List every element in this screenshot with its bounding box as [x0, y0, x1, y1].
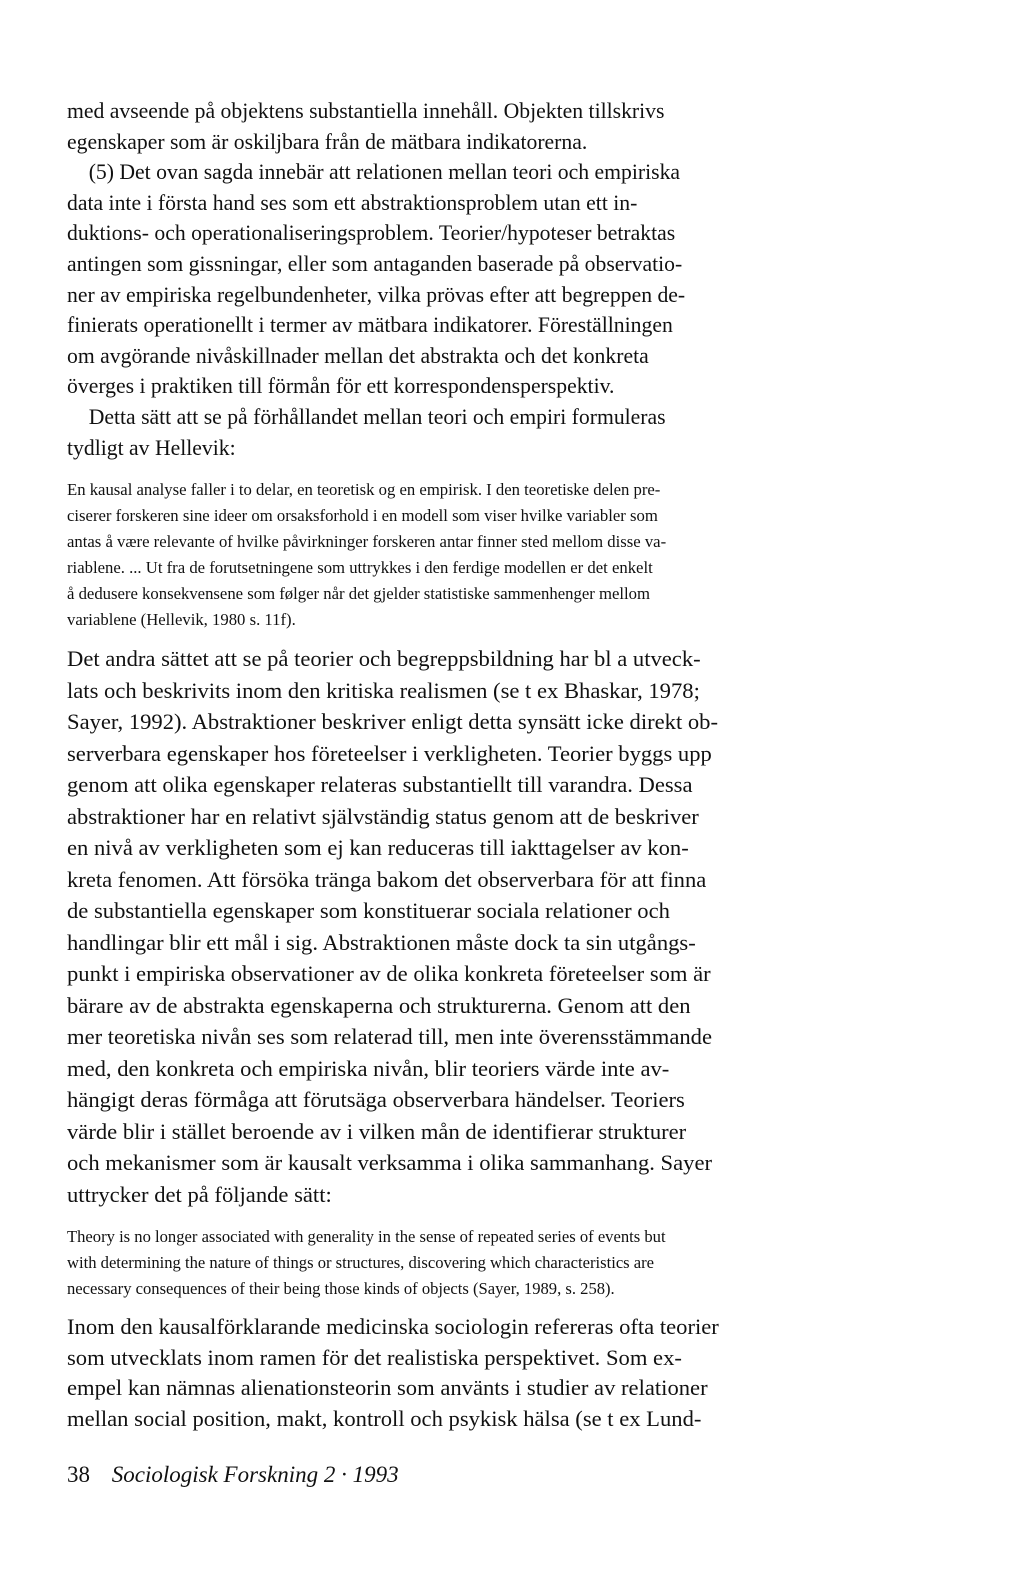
text-line: duktions- och operationaliseringsproblem. Teorier/hypoteser betraktas: [67, 221, 676, 246]
text-line: och mekanismer som är kausalt verksamma i olika sammanhang. Sayer: [67, 1150, 712, 1176]
text-line: serverbara egenskaper hos företeelser i verkligheten. Teorier byggs upp: [67, 740, 712, 766]
text-line: uttrycker det på följande sätt:: [67, 1181, 332, 1207]
text-line: mellan social position, makt, kontroll och psykisk hälsa (se t ex Lund-: [67, 1405, 702, 1431]
text-line: empel kan nämnas alienationsteorin som använts i studier av relationer: [67, 1375, 708, 1401]
text-line: hängigt deras förmåga att förutsäga observerbara händelser. Teoriers: [67, 1087, 685, 1113]
quote-line: ciserer forskeren sine ideer om orsaksforhold i en modell som viser hvilke variabler som: [67, 506, 658, 526]
text-line: värde blir i stället beroende av i vilken mån de identifierar strukturer: [67, 1118, 687, 1144]
paragraph-continuation: [67, 96, 813, 463]
block-quote-sayer: [67, 1224, 813, 1302]
text-line: med, den konkreta och empiriska nivån, blir teoriers värde inte av-: [67, 1055, 670, 1081]
text-line: kreta fenomen. Att försöka tränga bakom det observerbara för att finna: [67, 866, 707, 892]
text-line: Det andra sättet att se på teorier och begreppsbildning har bl a utveck-: [67, 646, 701, 672]
page-number: 38: [67, 1462, 90, 1487]
page-footer: [67, 1460, 399, 1490]
text-line: Inom den kausalförklarande medicinska sociologin refereras ofta teorier: [67, 1314, 719, 1340]
text-line: ner av empiriska regelbundenheter, vilka prövas efter att begreppen de-: [67, 282, 686, 307]
text-line: finierats operationellt i termer av mätbara indikatorer. Föreställningen: [67, 313, 673, 338]
page-content: [67, 96, 813, 1435]
block-quote-hellevik: [67, 477, 813, 633]
text-line: punkt i empiriska observationer av de olika konkreta företeelser som är: [67, 961, 711, 987]
text-line: med avseende på objektens substantiella innehåll. Objekten tillskrivs: [67, 99, 665, 123]
text-line: lats och beskrivits inom den kritiska realismen (se t ex Bhaskar, 1978;: [67, 677, 700, 703]
text-line: Detta sätt att se på förhållandet mellan teori och empiri formuleras: [67, 404, 666, 429]
quote-line: necessary consequences of their being those kinds of objects (Sayer, 1989, s. 258).: [67, 1279, 615, 1299]
text-line: om avgörande nivåskillnader mellan det abstrakta och det konkreta: [67, 343, 649, 368]
text-line: genom att olika egenskaper relateras substantiellt till varandra. Dessa: [67, 772, 693, 798]
text-line: tydligt av Hellevik:: [67, 435, 236, 460]
text-line: bärare av de abstrakta egenskaperna och strukturerna. Genom att den: [67, 992, 691, 1018]
text-line: överges i praktiken till förmån för ett korrespondensperspektiv.: [67, 374, 615, 399]
text-line: Sayer, 1992). Abstraktioner beskriver enligt detta synsätt icke direkt ob-: [67, 709, 719, 735]
text-line: (5) Det ovan sagda innebär att relationen mellan teori och empiriska: [67, 160, 681, 185]
text-line: handlingar blir ett mål i sig. Abstraktionen måste dock ta sin utgångs-: [67, 929, 696, 955]
quote-line: antas å være relevante of hvilke påvirkninger forskeren antar finner sted mellom disse va-: [67, 532, 667, 552]
paragraph-medical-sociology: [67, 1312, 813, 1434]
quote-line: En kausal analyse faller i to delar, en teoretisk og en empirisk. I den teoretiske delen pre-: [67, 480, 661, 500]
journal-name: Sociologisk Forskning 2 · 1993: [111, 1462, 399, 1487]
text-line: mer teoretiska nivån ses som relaterad till, men inte överensstämmande: [67, 1024, 712, 1050]
text-line: de substantiella egenskaper som konstituerar sociala relationer och: [67, 898, 670, 924]
text-line: som utvecklats inom ramen för det realistiska perspektivet. Som ex-: [67, 1344, 682, 1370]
text-line: en nivå av verkligheten som ej kan reduceras till iakttagelser av kon-: [67, 835, 689, 861]
quote-line: Theory is no longer associated with generality in the sense of repeated series of events but: [67, 1227, 666, 1247]
quote-line: å dedusere konsekvensene som følger når det gjelder statistiske sammenhenger mellom: [67, 584, 650, 604]
quote-line: variablene (Hellevik, 1980 s. 11f).: [67, 610, 296, 630]
text-line: abstraktioner har en relativt självständig status genom att de beskriver: [67, 803, 699, 829]
quote-line: with determining the nature of things or structures, discovering which characteristics are: [67, 1253, 655, 1273]
text-line: antingen som gissningar, eller som antaganden baserade på observatio-: [67, 251, 683, 276]
quote-line: riablene. ... Ut fra de forutsetningene som uttrykkes i den ferdige modellen er det enkelt: [67, 558, 653, 578]
text-line: data inte i första hand ses som ett abstraktionsproblem utan ett in-: [67, 190, 638, 215]
text-line: egenskaper som är oskiljbara från de mätbara indikatorerna.: [67, 129, 588, 154]
paragraph-critical-realism: [67, 643, 813, 1210]
